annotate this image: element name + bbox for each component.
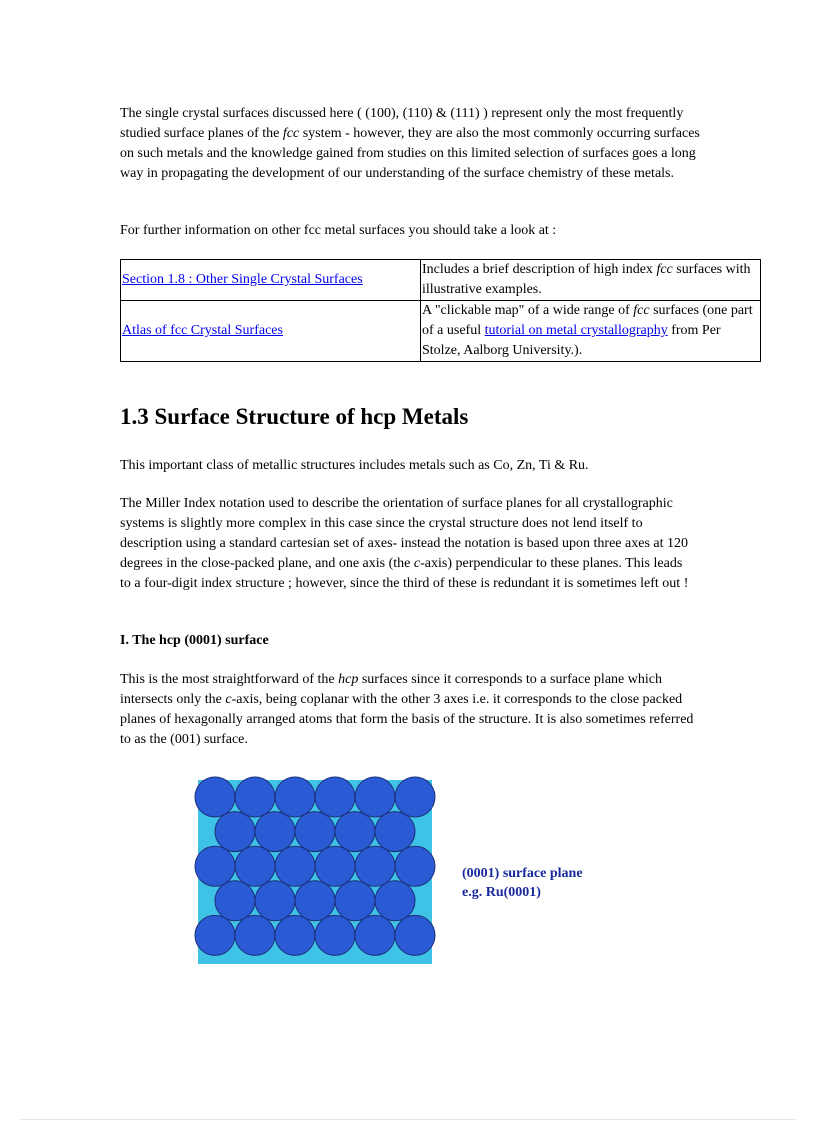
atom	[375, 812, 415, 852]
atom	[315, 915, 355, 955]
atom	[275, 915, 315, 955]
subsection-heading: I. The hcp (0001) surface	[120, 633, 269, 648]
atom	[295, 881, 335, 921]
atom	[395, 777, 435, 817]
atom	[295, 812, 335, 852]
atom	[335, 881, 375, 921]
atom	[315, 777, 355, 817]
table-row	[121, 260, 761, 301]
tutorial-link[interactable]: tutorial on metal crystallography	[484, 323, 668, 338]
atlas-fcc-link[interactable]: Atlas of fcc Crystal Surfaces	[122, 323, 283, 338]
table-row	[121, 301, 761, 362]
caption-line-2: e.g. Ru(0001)	[462, 885, 541, 900]
atom	[395, 846, 435, 886]
hcp-0001-paragraph: This is the most straightforward of the hcp surfaces since it corresponds to a surface plane which intersects only the c-axis, being coplanar with the other 3 axes i.e. it corresponds to the close packed planes of hexagonally arranged atoms that form the basis of the structure. It is also sometimes referred to as the (001) surface.	[120, 672, 694, 747]
atom	[195, 846, 235, 886]
atom	[355, 915, 395, 955]
atom	[375, 881, 415, 921]
other-surfaces-link[interactable]: Section 1.8 : Other Single Crystal Surfaces	[122, 272, 363, 287]
links-table	[120, 259, 761, 362]
atom	[355, 846, 395, 886]
atom	[235, 915, 275, 955]
atom	[395, 915, 435, 955]
figure-caption	[462, 864, 583, 902]
atom	[355, 777, 395, 817]
table-cell-description: Includes a brief description of high index fcc surfaces with illustrative examples.	[421, 260, 761, 301]
hcp-metals-paragraph: This important class of metallic structures includes metals such as Co, Zn, Ti & Ru.	[120, 458, 589, 473]
further-info-paragraph: For further information on other fcc metal surfaces you should take a look at :	[120, 223, 557, 238]
atom	[275, 846, 315, 886]
atom	[235, 846, 275, 886]
atom	[195, 777, 235, 817]
section-heading: 1.3 Surface Structure of hcp Metals	[120, 404, 469, 429]
hcp-0001-surface-diagram	[190, 772, 440, 972]
atom	[335, 812, 375, 852]
page-bottom-divider	[20, 1119, 796, 1120]
caption-line-1: (0001) surface plane	[462, 866, 583, 881]
atom	[195, 915, 235, 955]
atom	[255, 812, 295, 852]
atom	[215, 881, 255, 921]
atom	[215, 812, 255, 852]
intro-paragraph: The single crystal surfaces discussed here ( (100), (110) & (111) ) represent only the most frequently studied surface planes of the fcc system - however, they are also the most commonly occurring surfaces on such metals and the knowledge gained from studies on this limited selection of surfaces goes a long way in propagating the development of our understanding of the surface chemistry of these metals.	[120, 106, 700, 181]
table-cell-description: A "clickable map" of a wide range of fcc surfaces (one part of a useful tutorial on metal crystallography from Per Stolze, Aalborg University.).	[421, 301, 761, 362]
atom	[255, 881, 295, 921]
miller-index-paragraph: The Miller Index notation used to describe the orientation of surface planes for all crystallographic systems is slightly more complex in this case since the crystal structure does not lend itself to description using a standard cartesian set of axes- instead the notation is based upon three axes at 120 degrees in the close-packed plane, and one axis (the c-axis) perpendicular to these planes. This leads to a four-digit index structure ; however, since the third of these is redundant it is sometimes left out !	[120, 496, 689, 591]
atom	[315, 846, 355, 886]
atom	[275, 777, 315, 817]
atom	[235, 777, 275, 817]
